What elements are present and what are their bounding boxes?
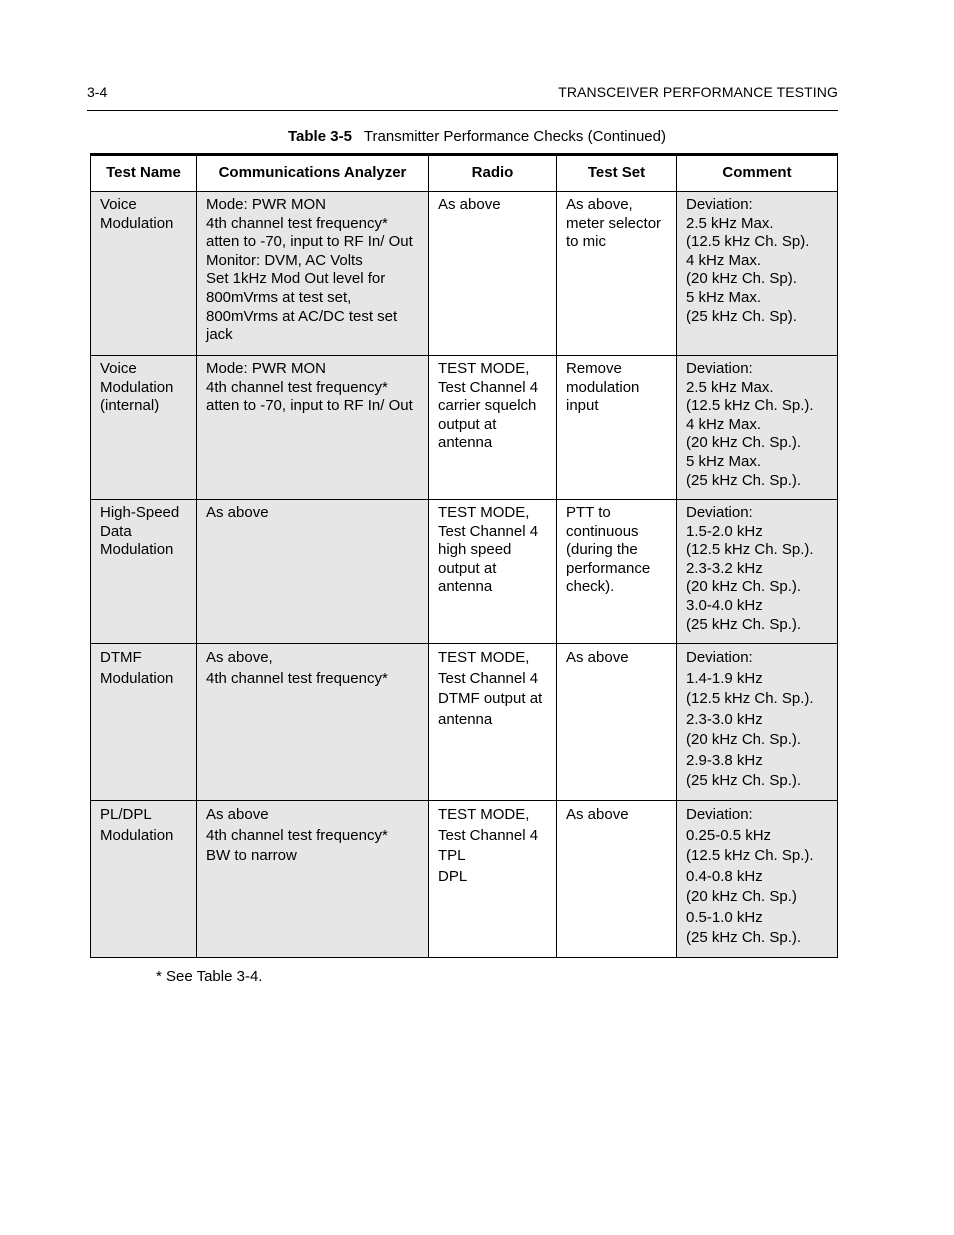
cell-text-line: As above bbox=[206, 806, 269, 823]
cell-text-line: 4th channel test frequency* bbox=[206, 826, 388, 844]
cell-text-line: 2.3-3.0 kHz bbox=[686, 710, 763, 728]
test-set-cell bbox=[557, 356, 677, 500]
cell-text-line: atten to -70, input to RF In/ Out bbox=[206, 233, 413, 251]
comment-cell bbox=[677, 801, 838, 958]
cell-text-line: As above, bbox=[206, 649, 273, 666]
comment-cell bbox=[677, 644, 838, 801]
test-name-cell bbox=[91, 500, 197, 644]
cell-text-line: performance bbox=[566, 559, 651, 577]
comment-cell bbox=[677, 356, 838, 500]
cell-text-line: Modulation bbox=[100, 541, 174, 559]
cell-text-line: antenna bbox=[438, 434, 493, 452]
radio-cell bbox=[429, 500, 557, 644]
cell-text-line: Test Channel 4 bbox=[438, 522, 539, 540]
cell-text-line: As above bbox=[438, 196, 501, 213]
cell-text-line: 2.9-3.8 kHz bbox=[686, 751, 763, 769]
cell-text-line: Modulation bbox=[100, 214, 174, 232]
cell-text-line: 0.25-0.5 kHz bbox=[686, 826, 772, 844]
cell-text-line: Deviation: bbox=[686, 649, 753, 666]
test-set-cell bbox=[557, 644, 677, 801]
cell-text-line: Mode: PWR MON bbox=[206, 360, 327, 377]
test-name-cell bbox=[91, 644, 197, 801]
cell-text-line: (20 kHz Ch. Sp.) bbox=[686, 888, 797, 905]
cell-text-line: 2.5 kHz Max. bbox=[686, 214, 774, 232]
cell-text-line: 4 kHz Max. bbox=[686, 251, 762, 269]
cell-text-line: antenna bbox=[438, 578, 493, 596]
cell-text-line: (25 kHz Ch. Sp.). bbox=[686, 772, 802, 789]
cell-text-line: 0.5-1.0 kHz bbox=[686, 908, 763, 926]
cell-text-line: TPL bbox=[438, 847, 466, 864]
cell-text-line: 5 kHz Max. bbox=[686, 288, 762, 306]
cell-text-line: Set 1kHz Mod Out level for bbox=[206, 270, 386, 288]
cell-text-line: PL/DPL bbox=[100, 806, 152, 823]
column-header-comment: Comment bbox=[677, 155, 838, 192]
cell-text-line: (25 kHz Ch. Sp.). bbox=[686, 615, 802, 633]
cell-text-line: As above bbox=[566, 806, 629, 823]
cell-text-line: (12.5 kHz Ch. Sp.). bbox=[686, 690, 814, 707]
cell-text-line: (12.5 kHz Ch. Sp.). bbox=[686, 847, 814, 864]
page-number: 3-4 bbox=[87, 84, 108, 100]
cell-text-line: PTT to bbox=[566, 504, 611, 521]
radio-cell bbox=[429, 644, 557, 801]
cell-text-line: Modulation bbox=[100, 669, 174, 687]
cell-text-line: 1.4-1.9 kHz bbox=[686, 669, 763, 687]
column-header-test-set: Test Set bbox=[557, 155, 677, 192]
table-caption-number: Table 3-5 bbox=[288, 128, 352, 145]
cell-text-line: (12.5 kHz Ch. Sp.). bbox=[686, 541, 814, 559]
table-row bbox=[91, 356, 838, 500]
cell-text-line: DPL bbox=[438, 867, 468, 885]
test-name-cell bbox=[91, 192, 197, 356]
cell-text-line: BW to narrow bbox=[206, 847, 297, 864]
cell-text-line: atten to -70, input to RF In/ Out bbox=[206, 397, 413, 415]
cell-text-line: (20 kHz Ch. Sp). bbox=[686, 270, 797, 288]
table-caption-title: Transmitter Performance Checks (Continued) bbox=[363, 128, 666, 145]
table-row bbox=[91, 644, 838, 801]
cell-text-line: Voice bbox=[100, 360, 137, 377]
cell-text-line: (during the bbox=[566, 541, 638, 559]
cell-text-line: TEST MODE, bbox=[438, 360, 530, 377]
cell-text-line: 4 kHz Max. bbox=[686, 415, 762, 433]
table-caption bbox=[0, 128, 954, 145]
cell-text-line: (20 kHz Ch. Sp.). bbox=[686, 434, 802, 452]
cell-text-line: continuous bbox=[566, 522, 639, 540]
cell-text-line: Deviation: bbox=[686, 806, 753, 823]
cell-text-line: Modulation bbox=[100, 378, 174, 396]
cell-text-line: As above bbox=[566, 649, 629, 666]
column-header-test-name: Test Name bbox=[91, 155, 197, 192]
column-header-communications-analyzer: Communications Analyzer bbox=[197, 155, 429, 192]
cell-text-line: Monitor: DVM, AC Volts bbox=[206, 251, 363, 269]
cell-text-line: Deviation: bbox=[686, 196, 753, 213]
cell-text-line: DTMF bbox=[100, 649, 142, 666]
cell-text-line: High-Speed bbox=[100, 504, 180, 521]
test-name-cell bbox=[91, 356, 197, 500]
analyzer-cell bbox=[197, 356, 429, 500]
cell-text-line: TEST MODE, bbox=[438, 806, 530, 823]
cell-text-line: antenna bbox=[438, 710, 493, 728]
cell-text-line: 800mVrms at AC/DC test set bbox=[206, 307, 398, 325]
cell-text-line: (25 kHz Ch. Sp.). bbox=[686, 471, 802, 489]
column-header-radio: Radio bbox=[429, 155, 557, 192]
transmitter-checks-table bbox=[90, 153, 838, 958]
cell-text-line: output at bbox=[438, 415, 497, 433]
cell-text-line: Mode: PWR MON bbox=[206, 196, 327, 213]
cell-text-line: carrier squelch bbox=[438, 397, 537, 415]
cell-text-line: 4th channel test frequency* bbox=[206, 214, 388, 232]
cell-text-line: input bbox=[566, 397, 599, 415]
cell-text-line: 3.0-4.0 kHz bbox=[686, 596, 763, 614]
cell-text-line: Voice bbox=[100, 196, 137, 213]
cell-text-line: DTMF output at bbox=[438, 690, 543, 707]
table-row bbox=[91, 192, 838, 356]
analyzer-cell bbox=[197, 801, 429, 958]
cell-text-line: (25 kHz Ch. Sp.). bbox=[686, 929, 802, 946]
cell-text-line: TEST MODE, bbox=[438, 649, 530, 666]
cell-text-line: Test Channel 4 bbox=[438, 826, 539, 844]
table-body bbox=[91, 192, 838, 958]
cell-text-line: Data bbox=[100, 522, 132, 540]
cell-text-line: check). bbox=[566, 578, 615, 596]
cell-text-line: 0.4-0.8 kHz bbox=[686, 867, 763, 885]
cell-text-line: Modulation bbox=[100, 826, 174, 844]
analyzer-cell bbox=[197, 644, 429, 801]
cell-text-line: (12.5 kHz Ch. Sp.). bbox=[686, 397, 814, 415]
cell-text-line: As above bbox=[206, 504, 269, 521]
cell-text-line: Remove bbox=[566, 360, 622, 377]
analyzer-cell bbox=[197, 500, 429, 644]
table-row bbox=[91, 801, 838, 958]
cell-text-line: to mic bbox=[566, 233, 607, 251]
table-row bbox=[91, 500, 838, 644]
radio-cell bbox=[429, 356, 557, 500]
cell-text-line: (12.5 kHz Ch. Sp). bbox=[686, 233, 810, 251]
analyzer-cell bbox=[197, 192, 429, 356]
test-set-cell bbox=[557, 500, 677, 644]
cell-text-line: (internal) bbox=[100, 397, 160, 415]
cell-text-line: 2.5 kHz Max. bbox=[686, 378, 774, 396]
comment-cell bbox=[677, 500, 838, 644]
cell-text-line: 4th channel test frequency* bbox=[206, 378, 388, 396]
test-set-cell bbox=[557, 801, 677, 958]
table-header-row bbox=[91, 155, 838, 192]
cell-text-line: high speed bbox=[438, 541, 512, 559]
cell-text-line: Test Channel 4 bbox=[438, 378, 539, 396]
comment-cell bbox=[677, 192, 838, 356]
running-header-title: TRANSCEIVER PERFORMANCE TESTING bbox=[558, 84, 838, 100]
cell-text-line: 2.3-3.2 kHz bbox=[686, 559, 763, 577]
cell-text-line: As above, bbox=[566, 196, 633, 213]
cell-text-line: 4th channel test frequency* bbox=[206, 669, 388, 687]
test-name-cell bbox=[91, 801, 197, 958]
radio-cell bbox=[429, 801, 557, 958]
cell-text-line: (20 kHz Ch. Sp.). bbox=[686, 578, 802, 596]
radio-cell bbox=[429, 192, 557, 356]
cell-text-line: (20 kHz Ch. Sp.). bbox=[686, 731, 802, 748]
cell-text-line: modulation bbox=[566, 378, 640, 396]
cell-text-line: (25 kHz Ch. Sp). bbox=[686, 307, 797, 325]
cell-text-line: Deviation: bbox=[686, 504, 753, 521]
header-rule bbox=[87, 110, 838, 111]
cell-text-line: jack bbox=[206, 326, 233, 344]
test-set-cell bbox=[557, 192, 677, 356]
cell-text-line: 1.5-2.0 kHz bbox=[686, 522, 763, 540]
cell-text-line: TEST MODE, bbox=[438, 504, 530, 521]
cell-text-line: Test Channel 4 bbox=[438, 669, 539, 687]
table-footnote: * See Table 3-4. bbox=[156, 968, 263, 985]
cell-text-line: 5 kHz Max. bbox=[686, 452, 762, 470]
cell-text-line: 800mVrms at test set, bbox=[206, 288, 352, 306]
cell-text-line: output at bbox=[438, 559, 497, 577]
cell-text-line: meter selector bbox=[566, 214, 662, 232]
cell-text-line: Deviation: bbox=[686, 360, 753, 377]
